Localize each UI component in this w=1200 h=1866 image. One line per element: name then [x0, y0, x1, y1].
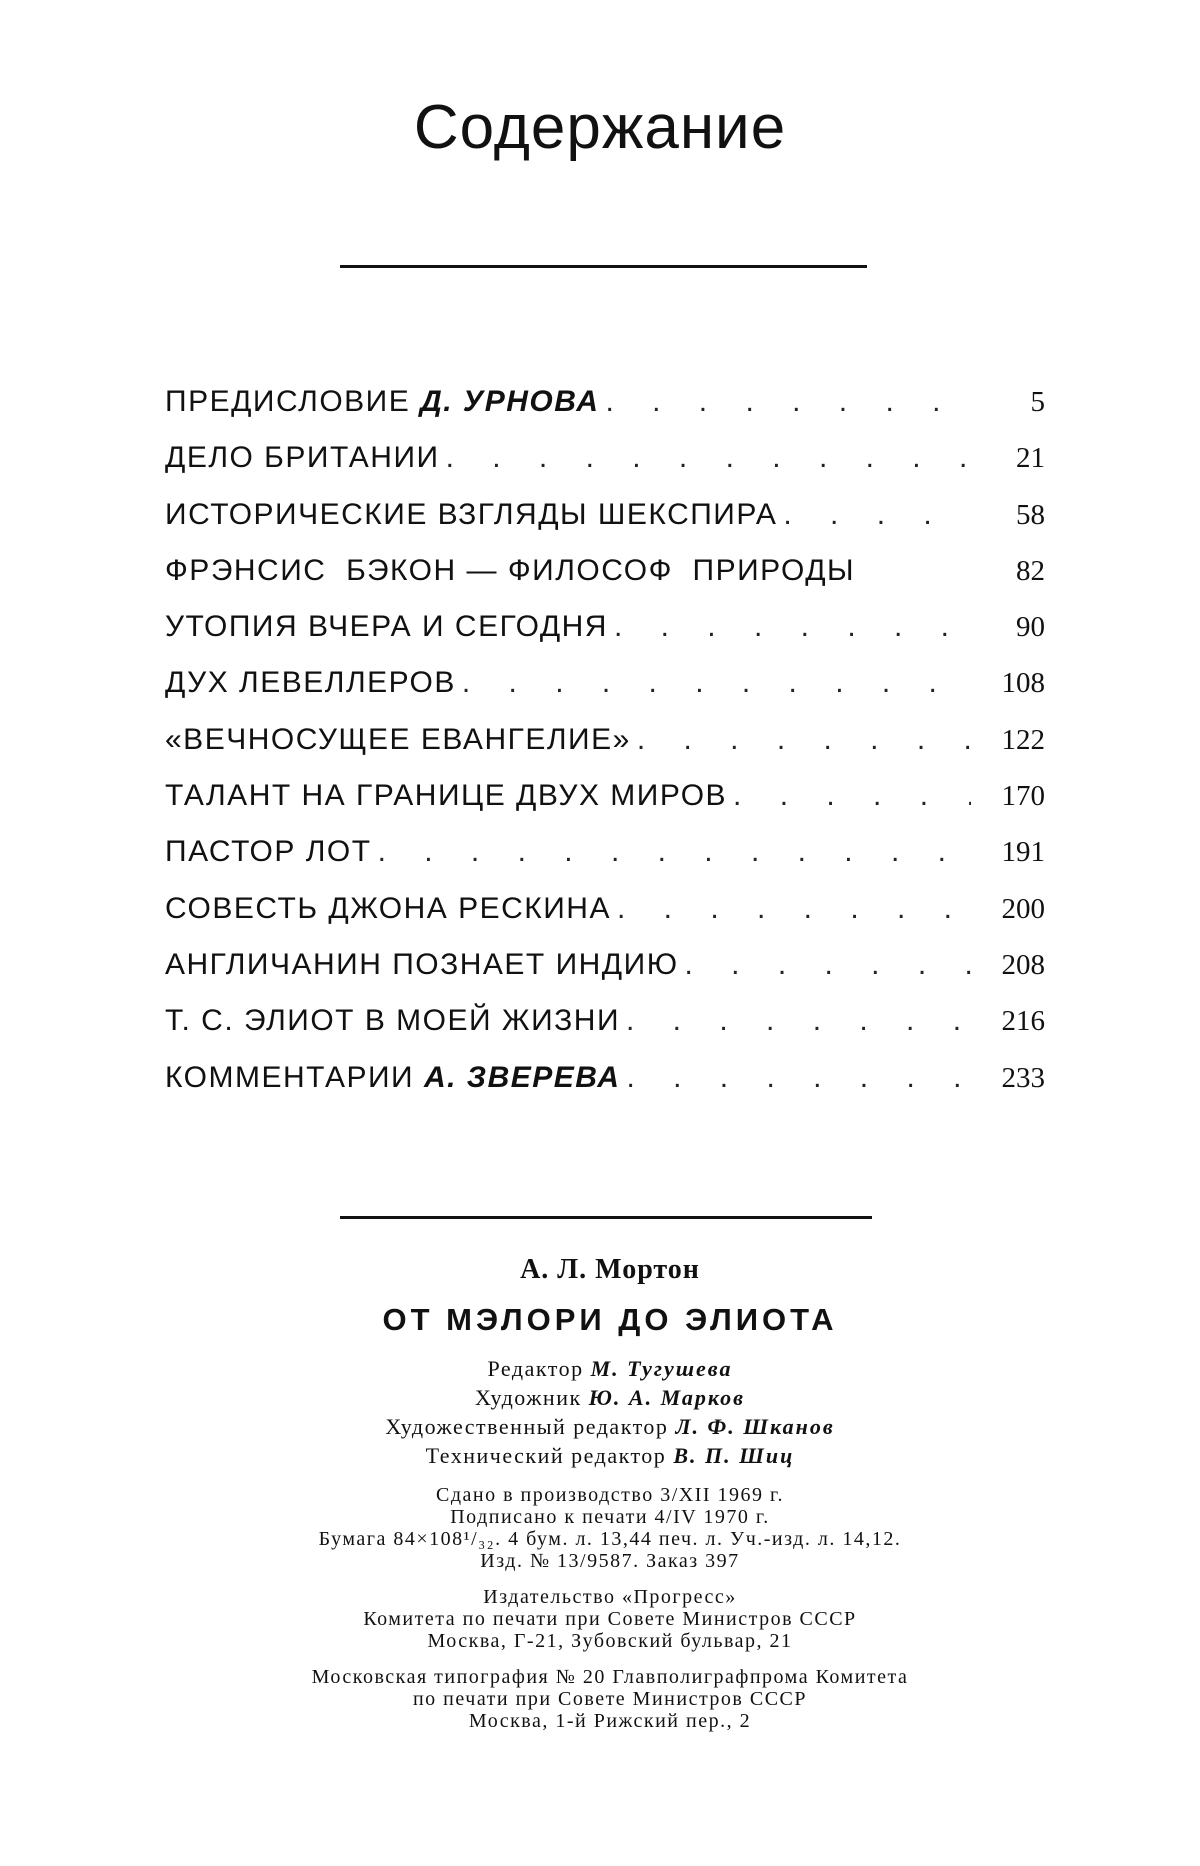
credit-role: Художник — [475, 1385, 582, 1410]
toc-entry-title: Т. С. ЭЛИОТ В МОЕЙ ЖИЗНИ — [165, 1004, 621, 1038]
toc-entry[interactable] — [165, 723, 1045, 779]
colophon — [160, 1250, 1060, 1732]
toc-entry-title: ПАСТОР ЛОТ — [165, 835, 372, 869]
production-info — [160, 1484, 1060, 1572]
credit-line — [160, 1354, 1060, 1383]
toc-entry-title: ПРЕДИСЛОВИЕ Д. УРНОВА — [165, 385, 600, 418]
toc-entry-page: 191 — [1001, 836, 1045, 869]
dot-leader — [685, 948, 972, 982]
production-line: Сдано в производство 3/XII 1969 г. — [436, 1484, 784, 1506]
credit-line — [160, 1441, 1060, 1470]
credit-line — [160, 1383, 1060, 1412]
toc-entry-page: 200 — [1001, 892, 1045, 925]
toc-entry-page: 5 — [1030, 386, 1045, 418]
dot-leader — [378, 835, 971, 869]
toc-entry[interactable] — [165, 779, 1045, 835]
toc-entry-title: «ВЕЧНОСУЩЕЕ ЕВАНГЕЛИЕ» — [165, 722, 631, 756]
toc-entry[interactable] — [165, 948, 1045, 1004]
page-title: Содержание — [413, 93, 787, 162]
toc-entry[interactable] — [165, 1061, 1045, 1117]
credit-role: Технический редактор — [425, 1443, 667, 1468]
toc-entry-page: 216 — [1001, 1005, 1045, 1038]
toc-entry-title: ТАЛАНТ НА ГРАНИЦЕ ДВУХ МИРОВ — [165, 779, 728, 813]
credit-person: М. Тугушева — [590, 1356, 733, 1381]
toc-entry[interactable] — [165, 498, 1045, 554]
book-title: ОТ МЭЛОРИ ДО ЭЛИОТА — [382, 1302, 838, 1337]
dot-leader — [614, 610, 971, 644]
credit-line — [160, 1412, 1060, 1441]
printer-line: Москва, 1-й Рижский пер., 2 — [468, 1710, 752, 1732]
production-line: Изд. № 13/9587. Заказ 397 — [480, 1550, 740, 1572]
toc-entry-title: СОВЕСТЬ ДЖОНА РЕСКИНА — [165, 891, 611, 925]
toc-entry[interactable] — [165, 1004, 1045, 1060]
dot-leader — [605, 385, 971, 419]
production-line: Подписано к печати 4/IV 1970 г. — [450, 1506, 770, 1528]
toc-entry-title: АНГЛИЧАНИН ПОЗНАЕТ ИНДИЮ — [165, 947, 679, 981]
dot-leader — [617, 892, 971, 926]
publisher-info — [160, 1586, 1060, 1652]
publisher-line: Комитета по печати при Совете Министров СССР — [363, 1608, 857, 1630]
toc-entry-author: Д. УРНОВА — [420, 385, 600, 418]
toc-entry[interactable] — [165, 554, 1045, 610]
dot-leader — [462, 666, 971, 700]
printer-line: Московская типография № 20 Главполиграфпрома Комитета — [311, 1666, 909, 1688]
dot-leader — [626, 1004, 971, 1038]
toc-entry-page: 58 — [1016, 498, 1045, 531]
toc-entry[interactable] — [165, 441, 1045, 497]
table-of-contents — [165, 385, 1045, 1117]
toc-entry-author: А. ЗВЕРЕВА — [423, 1060, 621, 1094]
bottom-divider — [340, 1216, 872, 1219]
publisher-line: Москва, Г-21, Зубовский бульвар, 21 — [427, 1630, 793, 1652]
toc-entry-title: ИСТОРИЧЕСКИЕ ВЗГЛЯДЫ ШЕКСПИРА — [165, 497, 778, 531]
production-line: Бумага 84×108¹/₃₂. 4 бум. л. 13,44 печ. л. Уч.-изд. л. 14,12. — [318, 1528, 902, 1550]
credit-person: Ю. А. Марков — [588, 1385, 745, 1410]
dot-leader — [733, 779, 971, 813]
credit-role: Художественный редактор — [385, 1414, 669, 1439]
toc-entry[interactable] — [165, 610, 1045, 666]
toc-entry-page: 108 — [1001, 667, 1045, 700]
toc-entry[interactable] — [165, 835, 1045, 891]
printer-line: по печати при Совете Министров СССР — [412, 1688, 808, 1710]
toc-entry-page: 208 — [1001, 948, 1045, 981]
toc-entry[interactable] — [165, 666, 1045, 722]
dot-leader — [637, 723, 971, 757]
credits — [160, 1354, 1060, 1470]
toc-entry-page: 122 — [1001, 723, 1045, 756]
dot-leader — [626, 1061, 971, 1095]
credit-person: В. П. Шиц — [673, 1443, 795, 1468]
toc-entry[interactable] — [165, 892, 1045, 948]
toc-entry-page: 90 — [1016, 611, 1045, 644]
dot-leader — [446, 441, 971, 475]
toc-entry-page: 170 — [1001, 780, 1045, 813]
book-author: А. Л. Мортон — [520, 1254, 700, 1285]
publisher-line: Издательство «Прогресс» — [483, 1586, 737, 1608]
toc-entry-page: 82 — [1016, 554, 1045, 587]
toc-entry-title: КОММЕНТАРИИ А. ЗВЕРЕВА — [165, 1060, 621, 1094]
credit-person: Л. Ф. Шканов — [675, 1414, 835, 1439]
toc-entry-title: ДУХ ЛЕВЕЛЛЕРОВ — [165, 666, 456, 700]
toc-entry[interactable] — [165, 385, 1045, 441]
toc-entry-title: ФРЭНСИС БЭКОН — ФИЛОСОФ ПРИРОДЫ — [165, 553, 856, 587]
top-divider — [340, 265, 867, 268]
credit-role: Редактор — [487, 1356, 584, 1381]
toc-entry-page: 21 — [1016, 442, 1045, 475]
printer-info — [160, 1666, 1060, 1732]
toc-entry-title: ДЕЛО БРИТАНИИ — [165, 441, 440, 475]
dot-leader — [783, 498, 971, 532]
toc-entry-page: 233 — [1001, 1061, 1045, 1094]
toc-entry-title: УТОПИЯ ВЧЕРА И СЕГОДНЯ — [165, 610, 608, 644]
